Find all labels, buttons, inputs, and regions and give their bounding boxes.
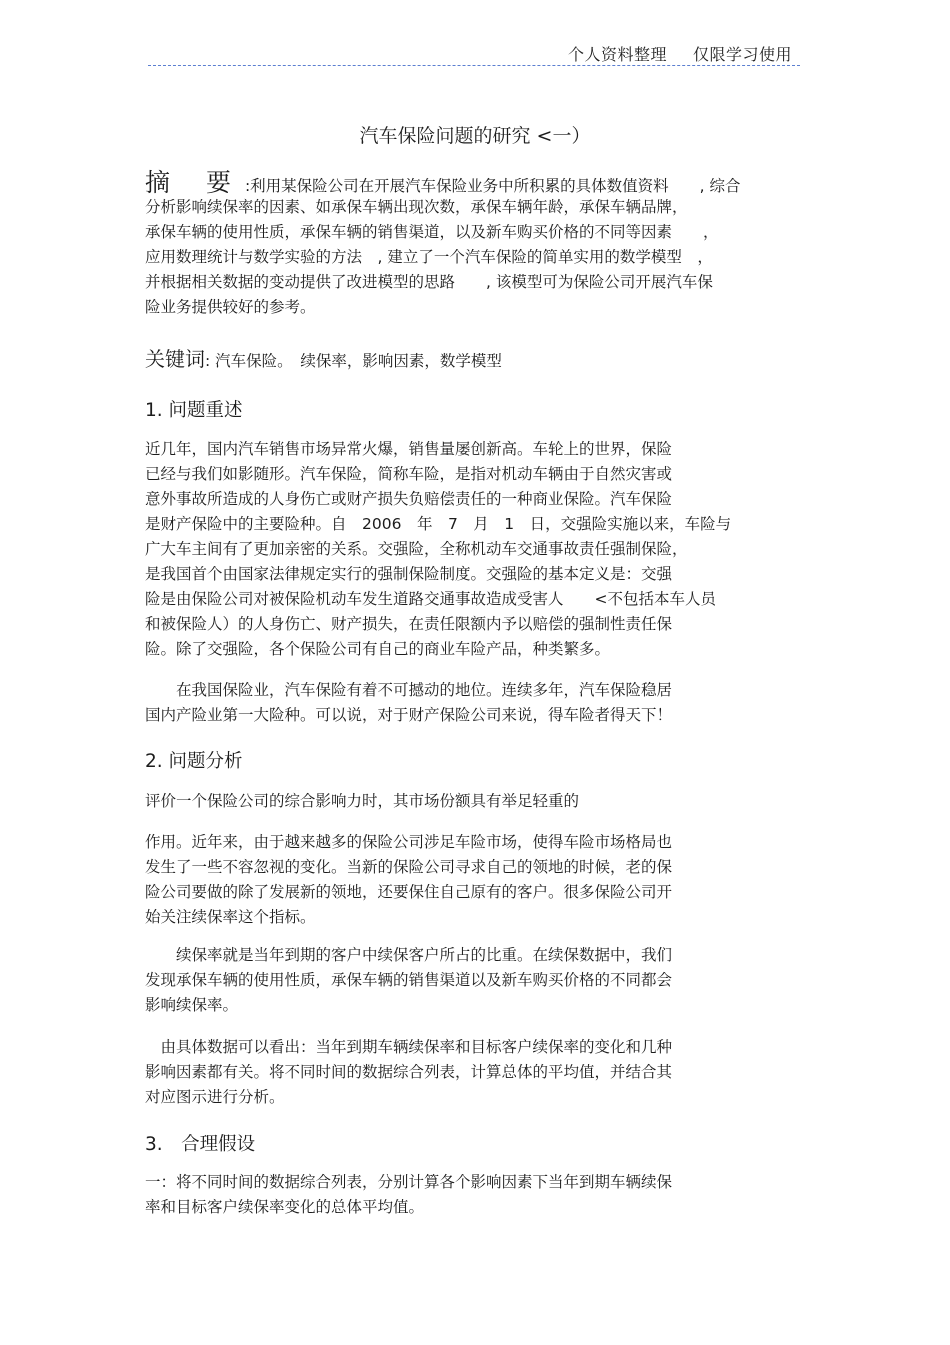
text-line: 作用。近年来，由于越来越多的保险公司涉足车险市场，使得车险市场格局也 — [145, 833, 673, 851]
text-line: 险是由保险公司对被保险机动车发生道路交通事故造成受害人 <不包括本车人员 — [145, 590, 716, 608]
text-line: 意外事故所造成的人身伤亡或财产损失负赔偿责任的一种商业保险。汽车保险 — [145, 490, 673, 508]
text-line: 由具体数据可以看出：当年到期车辆续保率和目标客户续保率的变化和几种 — [145, 1038, 673, 1056]
header-right-text: 仅限学习使用 — [692, 45, 792, 64]
text-line: 险。除了交强险，各个保险公司有自己的商业车险产品，种类繁多。 — [145, 640, 611, 658]
text-line: 在我国保险业，汽车保险有着不可撼动的地位。连续多年，汽车保险稳居 — [145, 681, 673, 699]
section-2-paragraph-2 — [145, 830, 810, 930]
text-line: 续保率就是当年到期的客户中续保客户所占的比重。在续保数据中，我们 — [145, 946, 673, 964]
text-line: 影响因素都有关。将不同时间的数据综合列表，计算总体的平均值，并结合其 — [145, 1063, 673, 1081]
section-3-paragraph-1 — [145, 1170, 810, 1220]
header-text — [542, 42, 792, 65]
abstract-line-0: :利用某保险公司在开展汽车保险业务中所积累的具体数值资料 , 综合 — [244, 177, 741, 195]
section-1-paragraph-1 — [145, 437, 810, 662]
abstract-line-3: 应用数理统计与数学实验的方法 , 建立了一个汽车保险的简单实用的数学模型 ， — [145, 248, 713, 266]
text-line: 影响续保率。 — [145, 996, 239, 1014]
text-line: 发现承保车辆的使用性质，承保车辆的销售渠道以及新车购买价格的不同都会 — [145, 971, 673, 989]
keywords-text: : 汽车保险。 续保率，影响因素，数学模型 — [205, 352, 502, 370]
page-header — [148, 42, 800, 66]
abstract-line-2: 承保车辆的使用性质，承保车辆的销售渠道，以及新车购买价格的不同等因素 ， — [145, 223, 719, 241]
text-line: 评价一个保险公司的综合影响力时，其市场份额具有举足轻重的 — [145, 792, 580, 810]
section-heading-2: 2. 问题分析 — [145, 751, 243, 772]
text-line: 是财产保险中的主要险种。自 2006 年 7 月 1 日，交强险实施以来，车险与 — [145, 515, 732, 533]
keywords-line — [145, 347, 810, 374]
text-line: 近几年，国内汽车销售市场异常火爆，销售量屡创新高。车轮上的世界，保险 — [145, 440, 673, 458]
text-line: 发生了一些不容忽视的变化。当新的保险公司寻求自己的领地的时候，老的保 — [145, 858, 673, 876]
text-line: 对应图示进行分析。 — [145, 1088, 285, 1106]
abstract-label: 摘 要 — [145, 168, 245, 197]
section-heading-3: 3. 合理假设 — [145, 1134, 256, 1155]
text-line: 一：将不同时间的数据综合列表，分别计算各个影响因素下当年到期车辆续保 — [145, 1173, 673, 1191]
text-line: 国内产险业第一大险种。可以说，对于财产保险公司来说，得车险者得天下！ — [145, 706, 673, 724]
text-line: 广大车主间有了更加亲密的关系。交强险，全称机动车交通事故责任强制保险， — [145, 540, 688, 558]
section-2-paragraph-4 — [145, 1035, 810, 1110]
text-line: 已经与我们如影随形。汽车保险，简称车险，是指对机动车辆由于自然灾害或 — [145, 465, 673, 483]
section-heading-1: 1. 问题重述 — [145, 400, 243, 421]
header-left-text: 个人资料整理 — [567, 45, 667, 64]
abstract-line-4: 并根据相关数据的变动提供了改进模型的思路 , 该模型可为保险公司开展汽车保 — [145, 273, 713, 291]
text-line: 率和目标客户续保率变化的总体平均值。 — [145, 1198, 425, 1216]
abstract-line-1: 分析影响续保率的因素、如承保车辆出现次数，承保车辆年龄，承保车辆品牌， — [145, 198, 688, 216]
document-title: 汽车保险问题的研究 <一） — [359, 125, 591, 147]
abstract — [145, 170, 810, 320]
keywords-label: 关键词 — [145, 347, 205, 371]
section-2-paragraph-1 — [145, 789, 810, 814]
section-1-paragraph-2 — [145, 678, 810, 728]
text-line: 是我国首个由国家法律规定实行的强制保险制度。交强险的基本定义是：交强 — [145, 565, 673, 583]
text-line: 始关注续保率这个指标。 — [145, 908, 316, 926]
text-line: 险公司要做的除了发展新的领地，还要保住自己原有的客户。很多保险公司开 — [145, 883, 673, 901]
abstract-line-5: 险业务提供较好的参考。 — [145, 298, 316, 316]
section-2-paragraph-3 — [145, 943, 810, 1018]
keywords — [145, 347, 810, 374]
text-line: 和被保险人）的人身伤亡、财产损失，在责任限额内予以赔偿的强制性责任保 — [145, 615, 673, 633]
